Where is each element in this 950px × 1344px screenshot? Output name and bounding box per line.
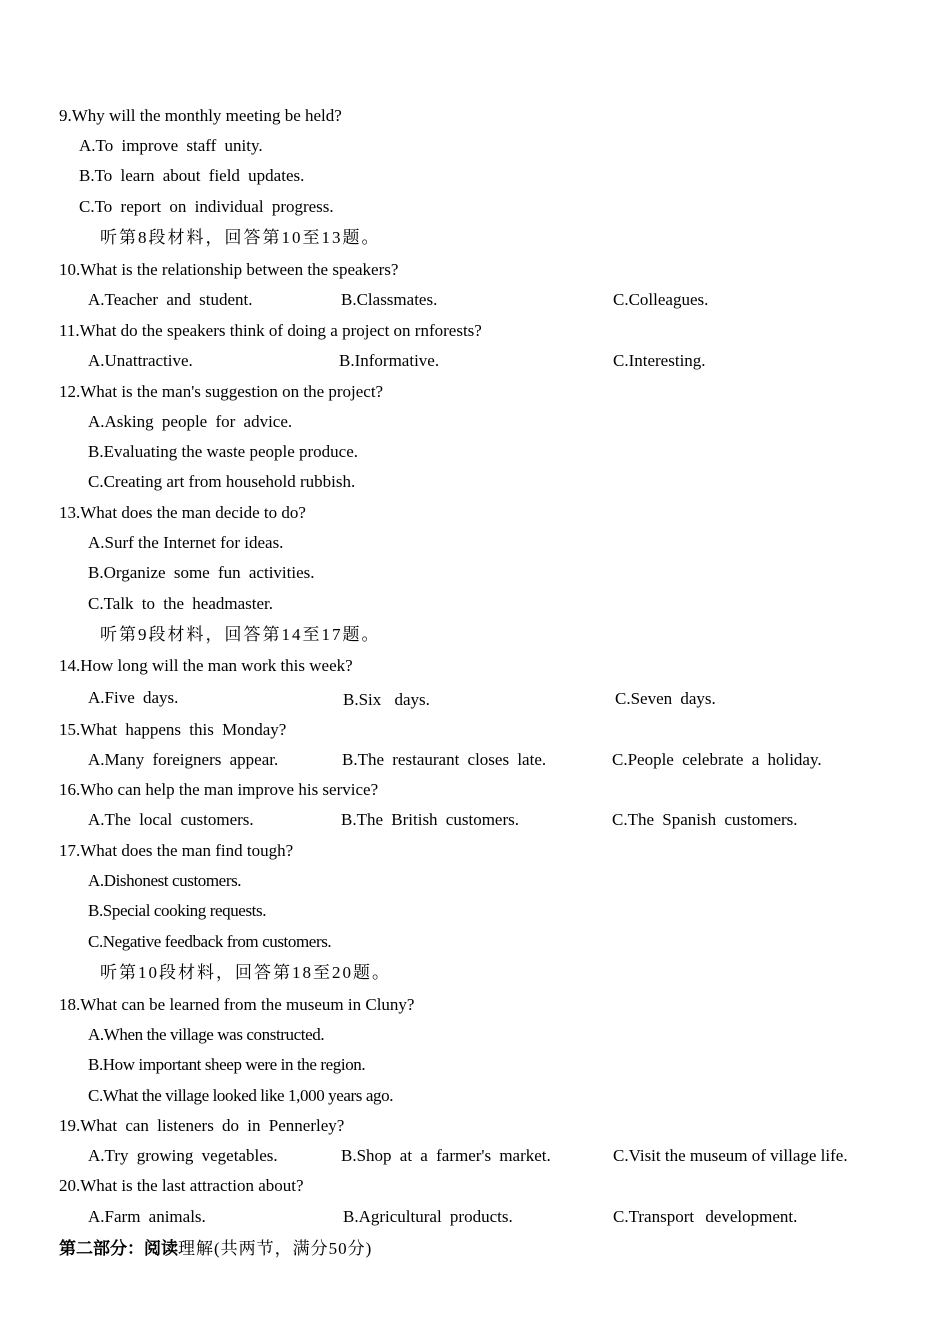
part-two-heading-bold: 第二部分：阅读 — [59, 1239, 178, 1258]
q13-option-c: C.Talk to the headmaster. — [88, 594, 274, 613]
q18-option-c: C.What the village looked like 1,000 years ago. — [88, 1086, 394, 1105]
q12-option-c: C.Creating art from household rubbish. — [88, 472, 356, 491]
q18-option-b: B.How important sheep were in the region. — [88, 1055, 366, 1074]
question-9: 9.Why will the monthly meeting be held? — [59, 106, 342, 125]
q14-option-b: B.Six days. — [343, 690, 430, 709]
q9-option-b: B.To learn about field updates. — [79, 166, 305, 185]
q17-option-c: C.Negative feedback from customers. — [88, 932, 332, 951]
question-18: 18.What can be learned from the museum in Cluny? — [59, 995, 415, 1014]
q15-option-b: B.The restaurant closes late. — [342, 750, 547, 769]
q10-option-b: B.Classmates. — [341, 290, 438, 309]
q18-option-a: A.When the village was constructed. — [88, 1025, 325, 1044]
q16-option-a: A.The local customers. — [88, 810, 254, 829]
q12-option-a: A.Asking people for advice. — [88, 412, 293, 431]
q17-option-a: A.Dishonest customers. — [88, 871, 242, 890]
question-13: 13.What does the man decide to do? — [59, 503, 306, 522]
question-15: 15.What happens this Monday? — [59, 720, 287, 739]
q19-option-a: A.Try growing vegetables. — [88, 1146, 278, 1165]
question-16: 16.Who can help the man improve his service? — [59, 780, 379, 799]
q9-option-c: C.To report on individual progress. — [79, 197, 334, 216]
q15-option-c: C.People celebrate a holiday. — [612, 750, 822, 769]
q12-option-b: B.Evaluating the waste people produce. — [88, 442, 359, 461]
instruction-section-8: 听第8段材料，回答第10至13题。 — [100, 228, 381, 247]
q20-option-a: A.Farm animals. — [88, 1207, 206, 1226]
q10-option-a: A.Teacher and student. — [88, 290, 253, 309]
question-14: 14.How long will the man work this week? — [59, 656, 353, 675]
q14-option-c: C.Seven days. — [615, 689, 716, 708]
part-two-heading — [59, 1239, 372, 1259]
q20-option-c: C.Transport development. — [613, 1207, 798, 1226]
q9-option-a: A.To improve staff unity. — [79, 136, 263, 155]
q17-option-b: B.Special cooking requests. — [88, 901, 267, 920]
question-19: 19.What can listeners do in Pennerley? — [59, 1116, 345, 1135]
part-two-heading-rest: 理解(共两节，满分50分) — [178, 1239, 373, 1258]
q20-option-b: B.Agricultural products. — [343, 1207, 513, 1226]
instruction-section-10: 听第10段材料，回答第18至20题。 — [100, 963, 391, 982]
q11-option-a: A.Unattractive. — [88, 351, 193, 370]
q11-option-b: B.Informative. — [339, 351, 440, 370]
q13-option-a: A.Surf the Internet for ideas. — [88, 533, 284, 552]
q19-option-c: C.Visit the museum of village life. — [613, 1146, 848, 1165]
instruction-section-9: 听第9段材料，回答第14至17题。 — [100, 625, 381, 644]
q13-option-b: B.Organize some fun activities. — [88, 563, 315, 582]
question-17: 17.What does the man find tough? — [59, 841, 294, 860]
q14-option-a: A.Five days. — [88, 688, 179, 707]
question-11: 11.What do the speakers think of doing a project on rnforests? — [59, 321, 482, 340]
q15-option-a: A.Many foreigners appear. — [88, 750, 279, 769]
question-12: 12.What is the man's suggestion on the project? — [59, 382, 384, 401]
question-20: 20.What is the last attraction about? — [59, 1176, 304, 1195]
q16-option-c: C.The Spanish customers. — [612, 810, 798, 829]
question-10: 10.What is the relationship between the speakers? — [59, 260, 399, 279]
q11-option-c: C.Interesting. — [613, 351, 706, 370]
q19-option-b: B.Shop at a farmer's market. — [341, 1146, 551, 1165]
q16-option-b: B.The British customers. — [341, 810, 519, 829]
q10-option-c: C.Colleagues. — [613, 290, 709, 309]
